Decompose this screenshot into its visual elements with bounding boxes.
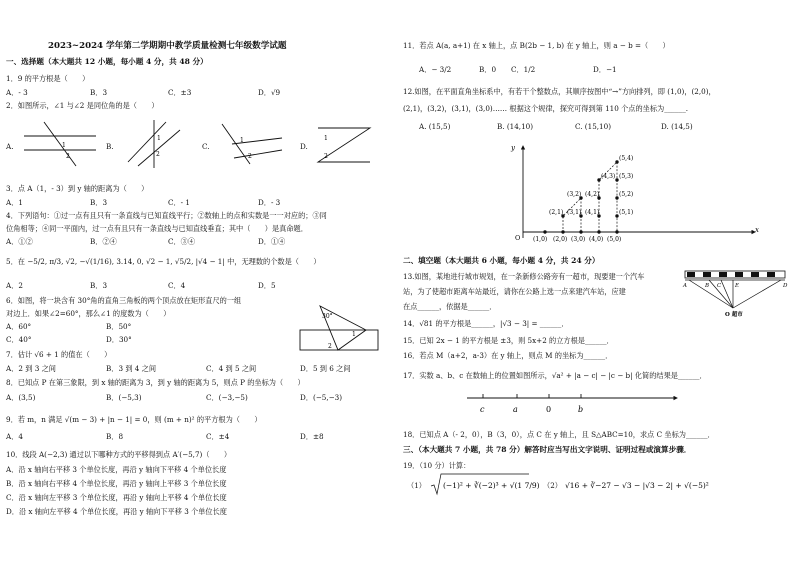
q1-option-d: D．√9 <box>258 88 281 97</box>
q12-origin-label: O <box>515 234 521 242</box>
q4-option-d: D．①④ <box>258 237 286 246</box>
q12-label-3-2: (3,2) <box>567 191 582 198</box>
q1-option-a: A．- 3 <box>6 88 28 97</box>
q13-supermarket-label: O 超市 <box>725 312 743 318</box>
q17-label-c: c <box>480 405 485 414</box>
q12-lattice-figure <box>509 140 769 244</box>
q12-label-4-1: (4,1) <box>585 209 600 216</box>
q9-option-a: A．4 <box>6 432 23 441</box>
q12-axis-x-label: x <box>755 226 759 234</box>
svg-text:1: 1 <box>157 135 161 142</box>
q6-option-a: A．60° <box>6 322 32 331</box>
q3-stem: 3．点 A（1，- 3）到 y 轴的距离为（ ） <box>6 184 149 193</box>
q13-point-e: E <box>735 283 740 289</box>
q7-option-a: A．2 到 3 之间 <box>6 364 56 373</box>
q17-label-zero: 0 <box>546 405 552 414</box>
q12-axis-y-label: y <box>511 144 515 152</box>
svg-text:2: 2 <box>156 151 160 158</box>
q6-ruler-triangle-figure <box>298 300 382 358</box>
svg-text:1: 1 <box>324 135 328 142</box>
svg-text:√16 + ∛−27 − √3 − |√3 − 2| + √: √16 + ∛−27 − √3 − |√3 − 2| + √(−5)² <box>565 481 709 490</box>
q7-option-d: D．5 到 6 之间 <box>300 364 351 373</box>
q5-option-d: D．5 <box>258 281 276 290</box>
q17-stem: 17．实数 a、b、c 在数轴上的位置如图所示，√a² + |a − c| − |c − b| 化简的结果是______． <box>403 371 707 380</box>
q2-option-a: A. <box>6 142 14 151</box>
q12-option-a: A. (15,5) <box>419 122 451 131</box>
q12-label-5-4: (5,4) <box>619 155 634 162</box>
q12-label-4-0: (4,0) <box>589 236 604 243</box>
q19-part2-label: （2） <box>543 481 562 490</box>
q12-label-5-1: (5,1) <box>619 209 634 216</box>
q9-stem: 9．若 m，n 满足 √(m − 3) + |n − 1| = 0，则 (m + n)² 的平方根为（ ） <box>6 415 262 424</box>
q4-option-c: C．③④ <box>168 237 196 246</box>
q6-stem-line1: 6．如图，将一块含有 30°角的直角三角板的两个顶点放在矩形直尺的一组 <box>6 296 242 305</box>
q5-option-b: B．3 <box>90 281 108 290</box>
q16-stem: 16．若点 M（a+2，a-3）在 y 轴上，则点 M 的坐标为______． <box>403 351 613 360</box>
svg-text:30°: 30° <box>322 313 333 320</box>
q1-option-c: C．±3 <box>168 88 192 97</box>
q1-stem: 1．9 的平方根是（ ） <box>6 74 90 83</box>
q12-stem-line2: (2,1)，(3,2)，(3,1)，(3,0)…… 根据这个规律，探究可得到第 110 个点的坐标为______. <box>403 104 689 113</box>
q10-option-b: B．沿 x 轴向右平移 4 个单位长度，再沿 y 轴向上平移 3 个单位长度 <box>6 479 227 488</box>
q6-option-b: B．50° <box>106 322 132 331</box>
q13-stem-line2: 站，为了使超市距离车站最近，请你在公路上选一点来建汽车站，应建 <box>403 287 626 296</box>
q10-option-d: D．沿 x 轴向左平移 4 个单位长度，再沿 y 轴向下平移 3 个单位长度 <box>6 507 227 516</box>
q5-option-c: C．4 <box>168 281 186 290</box>
q2-option-b: B. <box>106 142 114 151</box>
q10-option-a: A．沿 x 轴向右平移 3 个单位长度，再沿 y 轴向下平移 4 个单位长度 <box>6 465 227 474</box>
q11-option-c: C．1/2 <box>511 65 536 74</box>
q17-number-line <box>463 390 683 418</box>
q15-stem: 15．已知 2x − 1 的平方根是 ±3，则 5x+2 的立方根是______． <box>403 336 614 345</box>
right-column <box>397 0 794 561</box>
q7-option-c: C．4 到 5 之间 <box>206 364 257 373</box>
q2-figure-b <box>124 118 184 170</box>
q17-label-b: b <box>578 405 584 414</box>
q19-part1-expression <box>429 472 540 498</box>
q12-option-d: D. (14,5) <box>661 122 693 131</box>
q12-label-5-3: (5,3) <box>619 173 634 180</box>
q4-stem-line2: 位角相等；④同一平面内，过一点有且只有一条直线与已知直线垂直；其中（ ）是真命题． <box>6 224 308 233</box>
q7-option-b: B．3 到 4 之间 <box>106 364 157 373</box>
q12-option-c: C. (15,10) <box>575 122 611 131</box>
q12-label-4-3: (4,3) <box>601 173 616 180</box>
section-2-heading: 二、填空题（本大题共 6 小题，每小题 4 分，共 24 分） <box>403 256 600 265</box>
q17-label-a: a <box>513 405 518 414</box>
svg-text:2: 2 <box>324 153 328 160</box>
q12-stem-line1: 12.如图，在平面直角坐标系中，有若干个整数点，其顺序按图中“→”方向排列，即 (1,0)，(2,0)， <box>403 87 716 96</box>
q19-stem: 19．（10 分）计算： <box>403 461 471 470</box>
q8-option-a: A．(3,5) <box>6 393 36 402</box>
q13-point-a: A <box>683 283 687 289</box>
section-1-heading: 一、选择题（本大题共 12 小题，每小题 4 分，共 48 分） <box>6 57 208 66</box>
q5-option-a: A．2 <box>6 281 23 290</box>
svg-text:2: 2 <box>328 343 332 350</box>
q5-stem: 5．在 −5/2, π/3, √2, −√(1/16), 3.14, 0, √2 − 1, √5/2, |√4 − 1| 中，无理数的个数是（ ） <box>6 257 321 266</box>
q13-point-c: C <box>717 283 722 289</box>
q18-stem: 18．已知点 A（- 2，0），B（3，0），点 C 在 y 轴上，且 S△ABC=10，求点 C 坐标为______． <box>403 430 715 439</box>
q2-figure-c <box>214 118 286 170</box>
q12-label-3-0: (3,0) <box>571 236 586 243</box>
q9-option-b: B．8 <box>106 432 124 441</box>
q9-option-d: D．±8 <box>300 432 324 441</box>
q19-part2-expression <box>563 472 709 498</box>
q13-point-d: D <box>783 283 788 289</box>
q9-option-c: C．±4 <box>206 432 230 441</box>
svg-text:2: 2 <box>248 153 252 160</box>
q11-option-b: B．0 <box>479 65 497 74</box>
q12-label-3-1: (3,1) <box>567 209 582 216</box>
q11-stem: 11．若点 A(a, a+1) 在 x 轴上，点 B(2b − 1, b) 在 y 轴上，则 a − b =（ ） <box>403 41 670 50</box>
q11-option-a: A．− 3/2 <box>419 65 452 74</box>
q12-label-4-2: (4,2) <box>585 191 600 198</box>
q8-option-b: B．(−5,3) <box>106 393 142 402</box>
q10-option-c: C．沿 x 轴向左平移 3 个单位长度，再沿 y 轴向上平移 4 个单位长度 <box>6 493 227 502</box>
q8-option-d: D．(−5,−3) <box>300 393 343 402</box>
q12-option-b: B. (14,10) <box>497 122 534 131</box>
q3-option-c: C．- 1 <box>168 198 190 207</box>
left-column <box>0 0 392 561</box>
q14-stem: 14．√81 的平方根是______，|√3 − 3| = ______． <box>403 319 569 328</box>
q12-label-5-0: (5,0) <box>607 236 622 243</box>
q13-point-b: B <box>705 283 710 289</box>
q7-stem: 7．估计 √6 + 1 的值在（ ） <box>6 350 112 359</box>
q10-stem: 10．线段 A(−2,3) 通过以下哪种方式的平移得到点 A′(−5,7)（ ） <box>6 450 232 459</box>
q3-option-b: B．3 <box>90 198 108 207</box>
q8-option-c: C．(−3,−5) <box>206 393 248 402</box>
q11-option-d: D．−1 <box>593 65 617 74</box>
q6-option-c: C．40° <box>6 335 32 344</box>
q12-label-1-0: (1,0) <box>533 236 548 243</box>
svg-text:1: 1 <box>62 142 66 149</box>
exam-title: 2023~2024 学年第二学期期中教学质量检测七年级数学试题 <box>48 41 287 51</box>
q8-stem: 8．已知点 P 在第三象限，到 x 轴的距离为 3，到 y 轴的距离为 5，则点 P 的坐标为（ ） <box>6 378 305 387</box>
q13-stem-line3: 在点______，依据是______． <box>403 302 497 311</box>
q4-option-a: A．①② <box>6 237 33 246</box>
svg-text:(−1)² + ∛(−2)³ + √(1 7/9): (−1)² + ∛(−2)³ + √(1 7/9) <box>443 481 540 490</box>
q2-figure-a <box>22 118 98 170</box>
q4-option-b: B．②④ <box>90 237 117 246</box>
q12-label-2-1: (2,1) <box>549 209 564 216</box>
q13-stem-line1: 13.如图，某地进行城市规划，在一条新修公路旁有一超市，现要建一个汽车 <box>403 272 645 281</box>
section-3-heading: 三、（本大题共 7 小题，共 78 分）解答时应当写出文字说明、证明过程或演算步骤． <box>403 445 692 454</box>
q4-stem-line1: 4．下列语句：①过一点有且只有一条直线与已知直线平行；②数轴上的点和实数是一一对应的；③同 <box>6 211 327 220</box>
q6-stem-line2: 对边上．如果∠2=60°，那么∠1 的度数为（ ） <box>6 309 171 318</box>
svg-text:1: 1 <box>240 137 244 144</box>
q3-option-a: A．1 <box>6 198 23 207</box>
q19-part1-label: （1） <box>407 481 426 490</box>
svg-text:2: 2 <box>66 153 70 160</box>
q13-road-figure <box>681 268 791 318</box>
q2-option-d: D. <box>300 142 308 151</box>
q2-figure-d <box>312 118 376 170</box>
q6-option-d: D．30° <box>106 335 132 344</box>
q2-option-c: C. <box>202 142 210 151</box>
svg-text:1: 1 <box>352 331 356 338</box>
q1-option-b: B．3 <box>90 88 108 97</box>
q12-label-2-0: (2,0) <box>553 236 568 243</box>
q2-stem: 2．如图所示，∠1 与∠2 是同位角的是（ ） <box>6 101 159 110</box>
q12-label-5-2: (5,2) <box>619 191 634 198</box>
q3-option-d: D．- 3 <box>258 198 281 207</box>
